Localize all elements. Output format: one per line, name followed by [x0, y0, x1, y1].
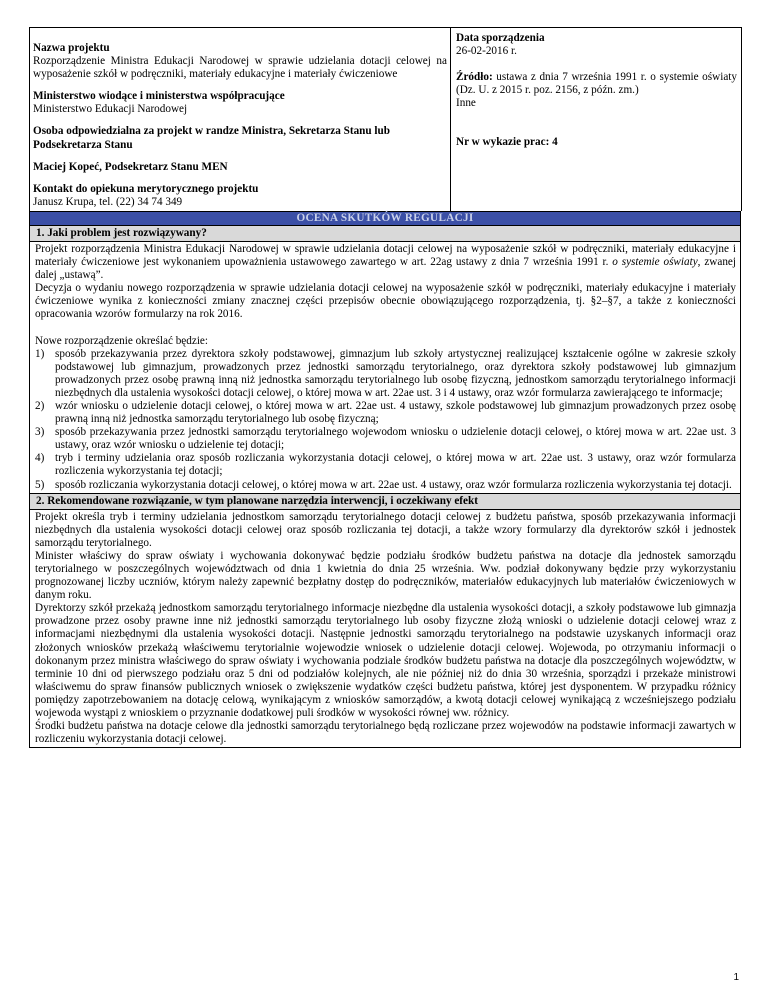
list-item-text: tryb i terminy udzielania oraz sposób rozliczania wykorzystania dotacji celowej, o której mowa w art. 22ae ust. 3 ustawy, oraz wzór formularza rozliczenia wykorzystania tej dotacji; — [55, 452, 736, 478]
responsible-value: Maciej Kopeć, Podsekretarz Stanu MEN — [33, 160, 228, 173]
header-table — [29, 27, 742, 211]
list-item — [35, 400, 736, 426]
list-item — [35, 348, 736, 400]
responsible-block — [33, 125, 447, 151]
list-item-text: sposób przekazywania przez jednostki samorządu terytorialnego wojewodom wniosku o udzielenie dotacji celowej, o której mowa w art. 22ae ust. 3 ustawy, oraz wzór wniosku o udzielenie tej dotacji; — [55, 426, 736, 452]
ministry-value: Ministerstwo Edukacji Narodowej — [33, 103, 188, 116]
source-block — [456, 71, 737, 97]
list-item-text: sposób przekazywania przez dyrektora szkoły podstawowej, gimnazjum lub szkoły artystycznej realizującej kształcenie ogólne w zakresie szkoły podstawowej lub gimnazjum, prowadzonych przez jednostki samorządu terytorialnego, oraz dyrektora szkoły podstawowej lub gimnazjum prowadzonych przez osobę prawną inną niż jednostka samorządu terytorialnego lub osobę fizyczną, jednostkom samorządu terytorialnego informacji niezbędnych dla ustalenia wysokości dotacji celowej, o której mowa w art. 22ae ust. 3 i 4 ustawy, oraz wzór formularza zawierającego te informacje; — [55, 347, 736, 399]
section-2-paragraph: Projekt określa tryb i terminy udzielania jednostkom samorządu terytorialnego dotacji celowej z budżetu państwa, sposób przekazywania informacji niezbędnych dla ustalenia wysokości dotacji celowej oraz sposób rozliczania tej dotacji, a także wzory formularzy dla dyrektorów szkół i jednostek samorządu terytorialnego. — [35, 510, 736, 549]
list-item-number: 3) — [35, 426, 45, 439]
contact-value: Janusz Krupa, tel. (22) 34 74 349 — [33, 195, 183, 208]
section-1-intro: Nowe rozporządzenie określać będzie: — [35, 334, 209, 347]
section-2-paragraph: Dyrektorzy szkół przekażą jednostkom samorządu terytorialnego informacje niezbędne dla ustalenia wysokości dotacji, a szkoły podstawowe lub gimnazja prowadzone przez osoby prawne inne niż jednostki samorządu terytorialnego lub osoby fizyczne złożą wnioski o udzielenie dotacji celowej wraz z informacjami niezbędnymi dla ustalenia wysokości dotacji. Następnie jednostki samorządu terytorialnego na podstawie uzyskanych informacji oraz złożonych wniosków przekażą właściwemu terytorialnie wojewodzie wniosek o udzielenie dotacji celowej. Wojewoda, po otrzymaniu informacji o dokonanym przez ministra właściwego do spraw oświaty i wychowania podziale środków budżetu państwa na dotacje dla poszczególnych województw, w terminie 10 dni od pierwszego podziału oraz 5 dni od podziałów kolejnych, ale nie później niż do dnia 30 września, sporządzi i przekaże ministrowi właściwemu do spraw finansów publicznych wniosek o zwiększenie wydatków części budżetu państwa, której jest dysponentem. W przypadku różnicy pomiędzy zapotrzebowaniem na dotację celową, wynikającym z wniosków samorządów, a kwotą dotacji celowej wynikającą z wcześniejszego podziału wojewoda wystąpi z wnioskiem o przyznanie dodatkowej puli środków w wysokości równej ww. różnicy. — [35, 602, 736, 720]
paragraph-text: Projekt rozporządzenia Ministra Edukacji Narodowej w sprawie udzielania dotacji celowej na wyposażenie szkół w podręczniki, materiały edukacyjne i materiały ćwiczeniowe jest wykonaniem upoważnienia ustawowego zawartego w art. 22ag ustawy z dnia 7 września 1991 r. — [35, 242, 736, 269]
contact-block — [33, 183, 447, 209]
section-2-body — [29, 510, 741, 749]
header-left-cell — [30, 28, 451, 211]
regulation-scope-list — [35, 348, 736, 492]
responsible-person-block — [33, 161, 447, 174]
paragraph-text: , zwanej dalej „ustawą”. — [35, 256, 736, 282]
list-item-number: 4) — [35, 452, 45, 465]
source-label: Źródło: — [456, 71, 493, 84]
ministry-block — [33, 90, 447, 116]
date-value: 26-02-2016 r. — [456, 45, 517, 58]
list-item-number: 5) — [35, 478, 45, 491]
source-other: Inne — [456, 97, 476, 110]
header-right-cell — [451, 28, 742, 211]
act-title-italic: o systemie oświaty — [612, 256, 698, 269]
date-label: Data sporządzenia — [456, 32, 545, 44]
list-item-number: 1) — [35, 347, 45, 360]
document-page — [29, 27, 741, 748]
project-name-value: Rozporządzenie Ministra Edukacji Narodowej w sprawie udzielania dotacji celowej na wyposażenie szkół w podręczniki, materiały edukacyjne i materiały ćwiczeniowe — [33, 55, 447, 81]
project-name-block — [33, 42, 447, 81]
page-number: 1 — [733, 972, 739, 983]
contact-label: Kontakt do opiekuna merytorycznego projektu — [33, 182, 259, 195]
section-1-body — [29, 242, 741, 494]
list-item-text: sposób rozliczania wykorzystania dotacji celowej, o której mowa w art. 22ae ust. 4 ustawy, oraz wzór formularza rozliczenia wykorzystania tej dotacji. — [55, 478, 732, 491]
worklist-number: Nr w wykazie prac: 4 — [456, 136, 558, 149]
list-item-text: wzór wniosku o udzielenie dotacji celowej, o której mowa w art. 22ae ust. 4 ustawy, szkole podstawowej lub gimnazjum prowadzonych przez osobę prawną inną niż jednostka samorządu terytorialnego lub osobę fizyczną; — [55, 399, 736, 426]
ministry-label: Ministerstwo wiodące i ministerstwa współpracujące — [33, 90, 285, 103]
list-item — [35, 426, 736, 452]
list-item — [35, 452, 736, 478]
section-1-title: 1. Jaki problem jest rozwiązywany? — [29, 226, 741, 242]
project-name-label: Nazwa projektu — [33, 42, 110, 54]
section-2-title: 2. Rekomendowane rozwiązanie, w tym planowane narzędzia interwencji, i oczekiwany efekt — [29, 494, 741, 510]
list-item — [35, 479, 736, 492]
section-2-paragraph: Środki budżetu państwa na dotacje celowe dla jednostki samorządu terytorialnego będą rozliczane przez wojewodów na podstawie informacji zawartych w rozliczeniu wykorzystania dotacji celowej. — [35, 720, 736, 746]
source-value: ustawa z dnia 7 września 1991 r. o systemie oświaty (Dz. U. z 2015 r. poz. 2156, z późn. zm.) — [456, 71, 737, 97]
section-1-paragraph-1 — [35, 243, 736, 282]
assessment-banner: OCENA SKUTKÓW REGULACJI — [29, 211, 741, 226]
section-1-paragraph-2: Decyzja o wydaniu nowego rozporządzenia w sprawie udzielania dotacji celowej na wyposażenie szkół w podręczniki, materiały edukacyjne i materiały ćwiczeniowe wynika z konieczności zmiany znacznej części przepisów obecnie obowiązującego rozporządzenia, tj. §2–§7, a także z konieczności opracowania wzorów formularzy na rok 2016. — [35, 282, 736, 321]
list-item-number: 2) — [35, 399, 45, 412]
section-2-paragraph: Minister właściwy do spraw oświaty i wychowania dokonywać będzie podziału środków budżetu państwa na dotacje dla jednostek samorządu terytorialnego w poszczególnych województwach od dnia 1 kwietnia do dnia 25 września. Ww. podział dokonywany będzie przy wykorzystaniu prognozowanej liczby uczniów, którym należy zapewnić bezpłatny dostęp do podręczników, materiałów edukacyjnych lub materiałów ćwiczeniowych w danym roku. — [35, 549, 736, 602]
responsible-label: Osoba odpowiedzialna za projekt w randze Ministra, Sekretarza Stanu lub Podsekretarza Stanu — [33, 125, 390, 151]
